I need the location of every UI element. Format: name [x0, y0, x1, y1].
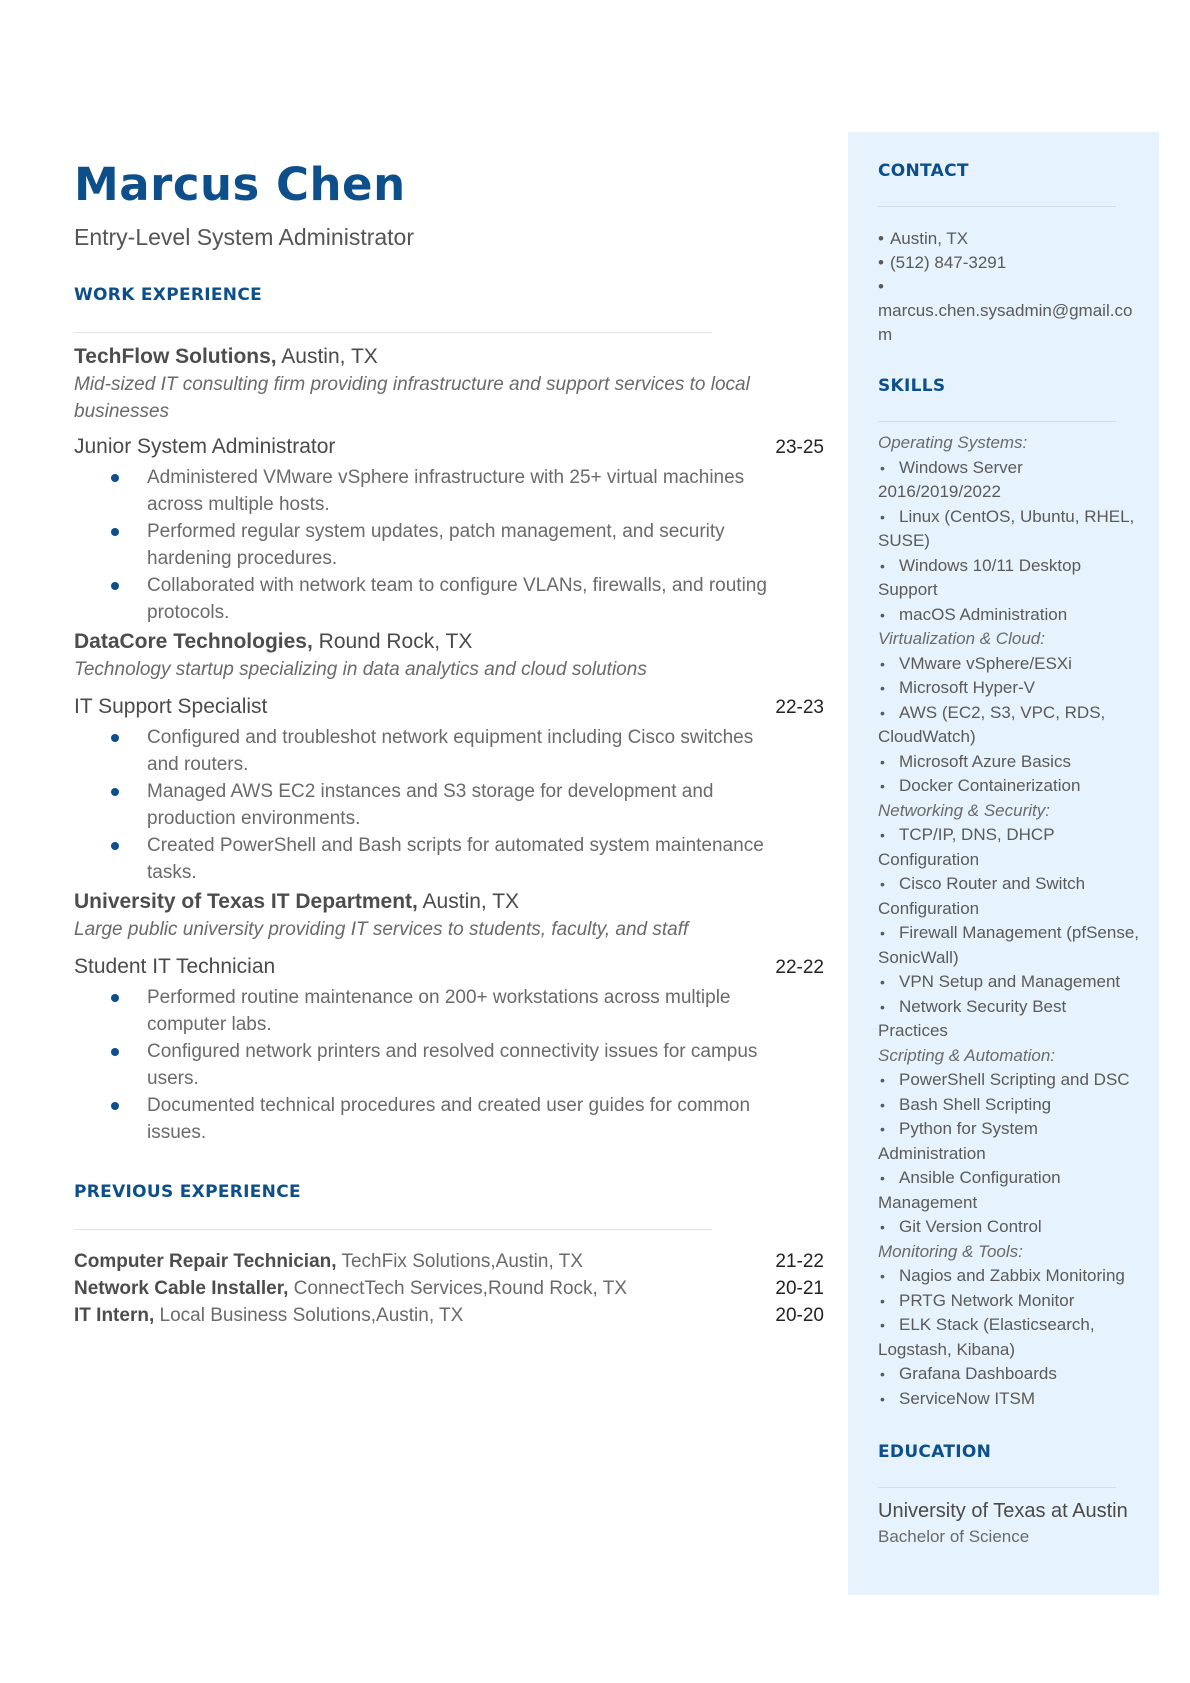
previous-role-years: 20-20: [775, 1305, 824, 1326]
company-line: [74, 628, 824, 656]
skill-item: • Microsoft Azure Basics: [878, 750, 1140, 775]
skill-item: • Docker Containerization: [878, 774, 1140, 799]
skill-item: • macOS Administration: [878, 603, 1140, 628]
skill-item: • VPN Setup and Management: [878, 970, 1140, 995]
bullet-icon: •: [880, 1390, 885, 1407]
bullet-item: Managed AWS EC2 instances and S3 storage for development and production environments.: [74, 778, 767, 832]
education-heading: EDUCATION: [878, 1442, 992, 1462]
skills-divider: [878, 421, 1116, 422]
bullet-icon: •: [880, 827, 885, 843]
sidebar: [878, 160, 1140, 1549]
work-experience-heading: WORK EXPERIENCE: [74, 285, 263, 305]
skill-item: • TCP/IP, DNS, DHCP Configuration: [878, 825, 1055, 869]
role-row: [74, 953, 824, 982]
role-title: Student IT Technician: [74, 955, 276, 978]
skill-category: Networking & Security:: [878, 800, 1050, 820]
bullet-icon: •: [880, 1170, 885, 1186]
bullet-item: Configured network printers and resolved connectivity issues for campus users.: [74, 1038, 767, 1092]
previous-role-title: IT Intern,: [74, 1305, 155, 1326]
previous-role-org: TechFix Solutions,Austin, TX: [336, 1251, 583, 1272]
skill-item: • Cisco Router and Switch Configuration: [878, 874, 1086, 918]
bullet-icon: •: [880, 974, 885, 990]
bullet-dot-icon: [111, 734, 119, 742]
previous-experience-row: [74, 1275, 824, 1302]
role-bullets: [74, 984, 824, 1146]
education-degree: Bachelor of Science: [878, 1527, 1030, 1546]
skill-item: • Windows 10/11 Desktop Support: [878, 555, 1082, 599]
skill-item: • Nagios and Zabbix Monitoring: [878, 1264, 1140, 1289]
role-title: IT Support Specialist: [74, 695, 268, 718]
job-entry: [74, 888, 824, 1146]
skill-item: • Bash Shell Scripting: [878, 1093, 1140, 1118]
bullet-icon: •: [880, 655, 885, 672]
company-name: University of Texas IT Department,: [74, 890, 418, 913]
role-years: 23-25: [775, 437, 824, 458]
skill-category: Monitoring & Tools:: [878, 1241, 1023, 1261]
skills-heading: SKILLS: [878, 376, 946, 396]
role-bullets: [74, 724, 824, 886]
skill-item: • Ansible Configuration Management: [878, 1168, 1061, 1212]
bullet-icon: •: [880, 704, 885, 721]
company-description: Mid-sized IT consulting firm providing infrastructure and support services to local businesses: [74, 374, 750, 422]
bullet-icon: •: [880, 1292, 885, 1309]
bullet-icon: •: [878, 253, 884, 272]
bullet-icon: •: [880, 459, 885, 476]
role-years: 22-23: [775, 697, 824, 718]
bullet-icon: •: [880, 1096, 885, 1113]
skill-item: • ELK Stack (Elasticsearch, Logstash, Kibana): [878, 1315, 1095, 1359]
bullet-icon: •: [880, 606, 885, 623]
skill-category: Operating Systems:: [878, 433, 1028, 452]
bullet-icon: •: [880, 778, 885, 794]
skill-item: • Python for System Administration: [878, 1119, 1038, 1163]
skill-item: • Windows Server 2016/2019/2022: [878, 457, 1023, 501]
company-location: Austin, TX: [417, 890, 520, 913]
bullet-dot-icon: [111, 528, 119, 536]
bullet-item: Documented technical procedures and created user guides for common issues.: [74, 1092, 767, 1146]
role-bullets: [74, 464, 824, 626]
candidate-title: Entry-Level System Administrator: [74, 224, 415, 250]
bullet-item: Configured and troubleshot network equipment including Cisco switches and routers.: [74, 724, 767, 778]
contact-divider: [878, 206, 1116, 207]
bullet-item: Performed regular system updates, patch management, and security hardening procedures.: [74, 518, 767, 572]
bullet-icon: •: [880, 1072, 885, 1088]
company-line: [74, 343, 824, 371]
company-name: DataCore Technologies,: [74, 630, 313, 653]
skill-item: • Firewall Management (pfSense, SonicWall): [878, 923, 1140, 967]
bullet-icon: •: [880, 508, 885, 525]
contact-phone: • (512) 847-3291: [878, 253, 1007, 272]
skill-item: • AWS (EC2, S3, VPC, RDS, CloudWatch): [878, 702, 1106, 746]
previous-role-title: Network Cable Installer,: [74, 1278, 289, 1299]
previous-role-org: ConnectTech Services,Round Rock, TX: [288, 1278, 628, 1299]
role-row: [74, 433, 824, 462]
bullet-icon: •: [880, 1219, 885, 1235]
job-entry: [74, 628, 824, 886]
previous-experience-row: [74, 1302, 824, 1329]
bullet-icon: •: [878, 229, 884, 248]
bullet-icon: •: [880, 680, 885, 696]
bullet-icon: •: [880, 1121, 885, 1137]
skills-list: [878, 431, 1140, 1411]
bullet-item: Created PowerShell and Bash scripts for automated system maintenance tasks.: [74, 832, 767, 886]
previous-experience-row: [74, 1248, 824, 1275]
contact-location: • Austin, TX: [878, 229, 969, 248]
skill-item: • Microsoft Hyper-V: [878, 676, 1140, 701]
bullet-icon: •: [880, 1317, 885, 1333]
role-years: 22-22: [775, 957, 824, 978]
main-column: [74, 158, 824, 1329]
previous-experience-list: [74, 1248, 824, 1329]
skill-item: • Git Version Control: [878, 1215, 1140, 1240]
skill-item: • ServiceNow ITSM: [878, 1387, 1140, 1412]
bullet-item: Administered VMware vSphere infrastructure with 25+ virtual machines across multiple hosts.: [74, 464, 767, 518]
bullet-dot-icon: [111, 1048, 119, 1056]
bullet-dot-icon: [111, 474, 119, 482]
contact-email[interactable]: marcus.chen.sysadmin@gmail.com: [878, 301, 1133, 344]
bullet-icon: •: [880, 557, 885, 574]
role-row: [74, 693, 824, 722]
company-location: Austin, TX: [276, 345, 378, 368]
skill-item: • Grafana Dashboards: [878, 1362, 1140, 1387]
company-description: Large public university providing IT services to students, faculty, and staff: [74, 919, 689, 940]
skill-item: • PowerShell Scripting and DSC: [878, 1068, 1140, 1093]
job-entry: [74, 343, 824, 626]
previous-experience-heading: PREVIOUS EXPERIENCE: [74, 1182, 301, 1202]
previous-role-org: Local Business Solutions,Austin, TX: [154, 1305, 464, 1326]
skill-category: Virtualization & Cloud:: [878, 629, 1045, 648]
bullet-dot-icon: [111, 1102, 119, 1110]
bullet-icon: •: [878, 277, 884, 296]
company-name: TechFlow Solutions,: [74, 345, 277, 368]
candidate-name: Marcus Chen: [74, 158, 406, 211]
bullet-icon: •: [880, 876, 885, 892]
skill-category: Scripting & Automation:: [878, 1045, 1056, 1065]
contact-heading: CONTACT: [878, 161, 969, 181]
bullet-item: Collaborated with network team to configure VLANs, firewalls, and routing protocols.: [74, 572, 767, 626]
bullet-icon: •: [880, 753, 885, 770]
contact-list: [878, 227, 1140, 347]
bullet-icon: •: [880, 1366, 885, 1382]
previous-experience-divider: [74, 1229, 712, 1230]
bullet-item: Performed routine maintenance on 200+ workstations across multiple computer labs.: [74, 984, 767, 1038]
company-location: Round Rock, TX: [312, 630, 473, 653]
company-description: Technology startup specializing in data analytics and cloud solutions: [74, 659, 647, 680]
role-title: Junior System Administrator: [74, 435, 336, 458]
previous-role-years: 20-21: [775, 1278, 824, 1299]
contact-email-bullet: [878, 275, 1140, 299]
bullet-dot-icon: [111, 788, 119, 796]
skill-item: • VMware vSphere/ESXi: [878, 652, 1140, 677]
skill-item: • Network Security Best Practices: [878, 996, 1067, 1040]
bullet-icon: •: [880, 925, 885, 941]
bullet-icon: •: [880, 998, 885, 1015]
bullet-dot-icon: [111, 582, 119, 590]
work-experience-divider: [74, 332, 712, 333]
education-divider: [878, 1487, 1116, 1488]
previous-role-years: 21-22: [775, 1251, 824, 1272]
previous-role-title: Computer Repair Technician,: [74, 1251, 337, 1272]
bullet-icon: •: [880, 1268, 885, 1284]
education-school: University of Texas at Austin: [878, 1500, 1128, 1522]
bullet-dot-icon: [111, 842, 119, 850]
skill-item: • PRTG Network Monitor: [878, 1289, 1140, 1314]
skill-item: • Linux (CentOS, Ubuntu, RHEL, SUSE): [878, 506, 1135, 550]
company-line: [74, 888, 824, 916]
bullet-dot-icon: [111, 994, 119, 1002]
